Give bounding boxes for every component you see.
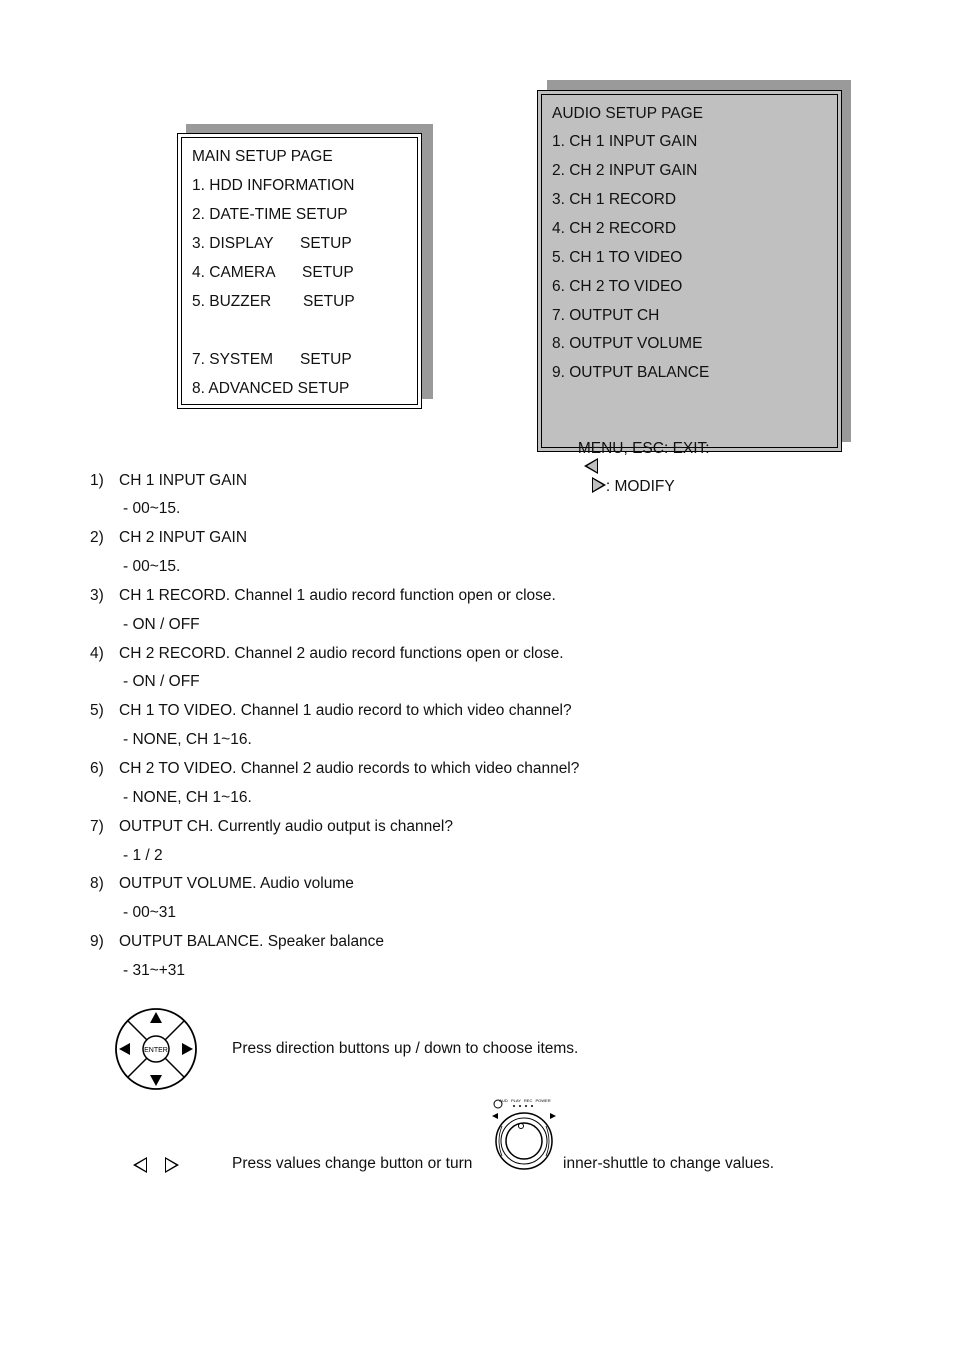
audio-menu-item-output-balance[interactable]: 9. OUTPUT BALANCE xyxy=(552,364,710,381)
main-menu-item-system[interactable] xyxy=(192,351,352,369)
main-setup-menu xyxy=(177,133,422,409)
list-item-text: CH 2 INPUT GAIN xyxy=(119,529,248,546)
main-menu-item-buzzer[interactable] xyxy=(192,293,355,311)
list-number: 3) xyxy=(90,587,104,604)
list-item-text: CH 2 TO VIDEO. Channel 2 audio records to which video channel? xyxy=(119,760,580,777)
list-number: 8) xyxy=(90,875,104,892)
item-label: CAMERA xyxy=(209,264,276,281)
list-item-value: - 31~+31 xyxy=(123,962,186,979)
item-number: 1. xyxy=(192,177,205,194)
list-item-value: - 00~15. xyxy=(123,500,181,517)
shuttle-dial-icon xyxy=(488,1096,560,1172)
audio-setup-menu-inner-border xyxy=(541,94,838,495)
list-number: 1) xyxy=(90,472,104,489)
list-number: 2) xyxy=(90,529,104,546)
list-item-text: CH 1 RECORD. Channel 1 audio record function open or close. xyxy=(119,587,556,604)
item-number: 2. xyxy=(192,206,205,223)
list-item-text: CH 1 INPUT GAIN xyxy=(119,472,248,489)
audio-menu-item-ch2-to-video[interactable]: 6. CH 2 TO VIDEO xyxy=(552,278,683,295)
main-menu-item-datetime[interactable] xyxy=(192,206,348,224)
item-number: 4. xyxy=(192,264,205,281)
list-item-value: - 00~31 xyxy=(123,904,177,921)
change-instruction-after: inner-shuttle to change values. xyxy=(563,1155,775,1172)
item-suffix: SETUP xyxy=(303,293,355,310)
footer-modify-text: : MODIFY xyxy=(605,478,675,495)
audio-menu-item-ch2-input-gain[interactable]: 2. CH 2 INPUT GAIN xyxy=(552,162,698,179)
audio-menu-item-ch2-record[interactable]: 4. CH 2 RECORD xyxy=(552,220,677,237)
main-menu-item-hdd[interactable] xyxy=(192,177,354,195)
item-label: SYSTEM xyxy=(209,351,273,368)
item-number: 3. xyxy=(192,235,205,252)
list-item-value: - NONE, CH 1~16. xyxy=(123,789,252,806)
list-item-value: - ON / OFF xyxy=(123,673,200,690)
audio-menu-item-output-ch[interactable]: 7. OUTPUT CH xyxy=(552,307,660,324)
shuttle-label-power: POWER xyxy=(535,1098,551,1103)
audio-menu-footer xyxy=(552,422,710,514)
change-instruction-before: Press values change button or turn xyxy=(232,1155,473,1172)
list-item-value: - ON / OFF xyxy=(123,616,200,633)
main-setup-menu-inner-border xyxy=(181,137,418,405)
left-arrow-icon xyxy=(133,1157,147,1173)
list-item-text: CH 1 TO VIDEO. Channel 1 audio record to which video channel? xyxy=(119,702,572,719)
item-suffix: SETUP xyxy=(300,235,352,252)
list-item-text: OUTPUT VOLUME. Audio volume xyxy=(119,875,354,892)
shuttle-labels xyxy=(499,1098,550,1103)
list-item-value: - 1 / 2 xyxy=(123,847,163,864)
main-menu-item-camera[interactable] xyxy=(192,264,354,282)
audio-menu-item-ch1-record[interactable]: 3. CH 1 RECORD xyxy=(552,191,677,208)
shuttle-label-rec: REC xyxy=(523,1098,533,1103)
audio-menu-title: AUDIO SETUP PAGE xyxy=(552,105,704,122)
list-item-text: CH 2 RECORD. Channel 2 audio record functions open or close. xyxy=(119,645,564,662)
list-item-text: OUTPUT BALANCE. Speaker balance xyxy=(119,933,385,950)
item-number: 5. xyxy=(192,293,205,310)
right-arrow-icon xyxy=(592,477,606,493)
item-suffix: SETUP xyxy=(302,264,354,281)
enter-label: ENTER xyxy=(144,1047,168,1054)
list-number: 5) xyxy=(90,702,104,719)
main-menu-title: MAIN SETUP PAGE xyxy=(192,148,333,165)
value-change-arrows xyxy=(133,1157,179,1176)
list-item-value: - 00~15. xyxy=(123,558,181,575)
list-item-text: OUTPUT CH. Currently audio output is channel? xyxy=(119,818,453,835)
right-arrow-icon xyxy=(165,1157,179,1173)
main-menu-item-display[interactable] xyxy=(192,235,352,253)
list-number: 6) xyxy=(90,760,104,777)
left-arrow-icon xyxy=(584,458,598,474)
item-label: DATE-TIME SETUP xyxy=(209,206,348,223)
direction-instruction: Press direction buttons up / down to choose items. xyxy=(232,1040,579,1057)
item-number: 8. xyxy=(192,380,205,397)
audio-menu-item-ch1-to-video[interactable]: 5. CH 1 TO VIDEO xyxy=(552,249,683,266)
list-number: 9) xyxy=(90,933,104,950)
item-label: DISPLAY xyxy=(209,235,274,252)
item-label: HDD INFORMATION xyxy=(209,177,355,194)
direction-pad-icon xyxy=(113,1005,199,1093)
item-suffix: SETUP xyxy=(300,351,352,368)
item-label: ADVANCED SETUP xyxy=(208,380,350,397)
list-item-value: - NONE, CH 1~16. xyxy=(123,731,252,748)
item-number: 7. xyxy=(192,351,205,368)
list-number: 7) xyxy=(90,818,104,835)
list-number: 4) xyxy=(90,645,104,662)
audio-menu-item-ch1-input-gain[interactable]: 1. CH 1 INPUT GAIN xyxy=(552,133,698,150)
item-label: BUZZER xyxy=(209,293,272,310)
audio-setup-menu xyxy=(537,90,842,495)
shuttle-label-aud: AUD xyxy=(499,1098,508,1103)
audio-menu-item-output-volume[interactable]: 8. OUTPUT VOLUME xyxy=(552,335,703,352)
shuttle-label-play: PLAY xyxy=(510,1098,521,1103)
main-menu-item-advanced[interactable] xyxy=(192,380,349,398)
footer-exit-text: MENU, ESC: EXIT: xyxy=(577,440,710,457)
